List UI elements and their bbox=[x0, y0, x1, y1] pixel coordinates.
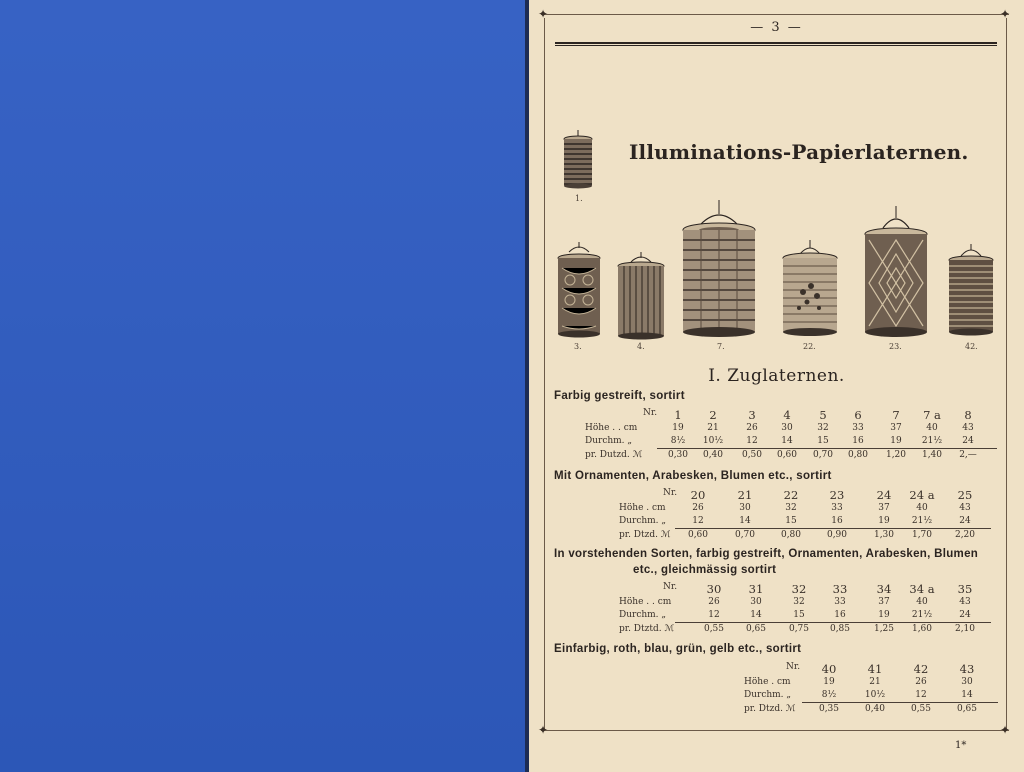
table-cell: 30 bbox=[750, 597, 762, 607]
signature-mark: 1* bbox=[955, 740, 967, 751]
table-rule bbox=[675, 528, 991, 529]
table-cell: 21½ bbox=[921, 436, 943, 446]
table-cell: 6 bbox=[854, 408, 862, 422]
lantern-22-illustration bbox=[781, 238, 839, 338]
table-cell: 0,60 bbox=[687, 530, 709, 540]
table-cell: 43 bbox=[959, 662, 975, 676]
table-cell: 24 bbox=[962, 436, 974, 446]
table-cell: 32 bbox=[817, 423, 829, 433]
lantern-label: 4. bbox=[637, 342, 645, 351]
table-cell: 43 bbox=[962, 423, 974, 433]
table-cell: 37 bbox=[890, 423, 902, 433]
table-cell: 2 bbox=[709, 408, 717, 422]
category-title: Mit Ornamenten, Arabesken, Blumen etc., sortirt bbox=[554, 470, 832, 482]
table-cell: 43 bbox=[959, 503, 971, 513]
table-cell: 10½ bbox=[864, 690, 886, 700]
lantern-1-illustration bbox=[561, 128, 595, 190]
table-cell: 26 bbox=[746, 423, 758, 433]
table-cell: 20 bbox=[690, 488, 706, 502]
nr-label: Nr. bbox=[643, 408, 658, 418]
row-label: pr. Dtzd. ℳ bbox=[744, 704, 796, 714]
table-cell: 8 bbox=[964, 408, 972, 422]
table-cell: 21 bbox=[869, 677, 881, 687]
table-cell: 14 bbox=[961, 690, 973, 700]
table-cell: 3 bbox=[748, 408, 756, 422]
table-cell: 21 bbox=[707, 423, 719, 433]
header-rule-thin bbox=[555, 45, 997, 46]
table-cell: 33 bbox=[831, 503, 843, 513]
row-label: Höhe . cm bbox=[619, 503, 666, 513]
table-cell: 0,30 bbox=[667, 450, 689, 460]
table-cell: 32 bbox=[793, 597, 805, 607]
table-cell: 0,40 bbox=[702, 450, 724, 460]
row-label: pr. Dutzd. ℳ bbox=[585, 450, 643, 460]
table-cell: 24 bbox=[959, 610, 971, 620]
table-cell: 0,55 bbox=[703, 624, 725, 634]
frame-bottom-line bbox=[541, 730, 1009, 731]
table-cell: 15 bbox=[785, 516, 797, 526]
lantern-label: 3. bbox=[574, 342, 582, 351]
table-cell: 0,50 bbox=[741, 450, 763, 460]
lantern-label: 42. bbox=[965, 342, 978, 351]
table-cell: 12 bbox=[708, 610, 720, 620]
table-cell: 33 bbox=[832, 582, 848, 596]
row-label: pr. Dtzd. ℳ bbox=[619, 530, 671, 540]
table-cell: 1,20 bbox=[885, 450, 907, 460]
table-cell: 8½ bbox=[670, 436, 686, 446]
page-title: Illuminations-Papierlaternen. bbox=[629, 140, 969, 164]
table-cell: 1,60 bbox=[911, 624, 933, 634]
table-cell: 23 bbox=[829, 488, 845, 502]
category-title: In vorstehenden Sorten, farbig gestreift, Ornamenten, Arabesken, Blumen bbox=[554, 548, 979, 560]
table-cell: 37 bbox=[878, 503, 890, 513]
table-cell: 8½ bbox=[821, 690, 837, 700]
table-cell: 0,55 bbox=[910, 704, 932, 714]
table-cell: 0,70 bbox=[812, 450, 834, 460]
lantern-label: 1. bbox=[575, 194, 583, 203]
table-cell: 2,10 bbox=[954, 624, 976, 634]
table-cell: 19 bbox=[878, 516, 890, 526]
category-title: Einfarbig, roth, blau, grün, gelb etc., sortirt bbox=[554, 643, 802, 655]
table-cell: 25 bbox=[957, 488, 973, 502]
table-cell: 30 bbox=[781, 423, 793, 433]
table-cell: 1,40 bbox=[921, 450, 943, 460]
table-cell: 7 a bbox=[923, 408, 941, 422]
table-cell: 19 bbox=[672, 423, 684, 433]
row-label: Höhe . cm bbox=[744, 677, 791, 687]
table-cell: 41 bbox=[867, 662, 883, 676]
row-label: Durchm. „ bbox=[744, 690, 792, 700]
table-cell: 1,30 bbox=[873, 530, 895, 540]
table-cell: 40 bbox=[821, 662, 837, 676]
row-label: Durchm. „ bbox=[619, 610, 667, 620]
lantern-7-illustration bbox=[681, 198, 757, 338]
row-label: Höhe . . cm bbox=[585, 423, 638, 433]
table-cell: 19 bbox=[823, 677, 835, 687]
table-cell: 14 bbox=[739, 516, 751, 526]
table-cell: 32 bbox=[791, 582, 807, 596]
table-cell: 33 bbox=[834, 597, 846, 607]
table-cell: 1,70 bbox=[911, 530, 933, 540]
table-cell: 42 bbox=[913, 662, 929, 676]
table-rule bbox=[675, 622, 991, 623]
lantern-label: 7. bbox=[717, 342, 725, 351]
header-rule bbox=[555, 42, 997, 44]
table-cell: 15 bbox=[817, 436, 829, 446]
table-cell: 16 bbox=[831, 516, 843, 526]
table-cell: 16 bbox=[834, 610, 846, 620]
table-cell: 34 a bbox=[909, 582, 935, 596]
corner-ornament-icon: ✦ bbox=[1000, 723, 1011, 737]
table-cell: 7 bbox=[892, 408, 900, 422]
table-cell: 2,— bbox=[959, 450, 977, 460]
table-cell: 22 bbox=[783, 488, 799, 502]
table-cell: 0,80 bbox=[847, 450, 869, 460]
table-cell: 16 bbox=[852, 436, 864, 446]
table-cell: 24 bbox=[959, 516, 971, 526]
table-cell: 21½ bbox=[911, 610, 933, 620]
table-cell: 30 bbox=[706, 582, 722, 596]
frame-top-line bbox=[541, 14, 1009, 15]
table-cell: 26 bbox=[708, 597, 720, 607]
nr-label: Nr. bbox=[786, 662, 801, 672]
table-cell: 33 bbox=[852, 423, 864, 433]
table-cell: 43 bbox=[959, 597, 971, 607]
table-cell: 12 bbox=[692, 516, 704, 526]
table-cell: 30 bbox=[739, 503, 751, 513]
table-cell: 5 bbox=[819, 408, 827, 422]
row-label: pr. Dtztd. ℳ bbox=[619, 624, 675, 634]
category-title-continued: etc., gleichmässig sortirt bbox=[633, 564, 777, 576]
table-cell: 19 bbox=[890, 436, 902, 446]
category-title: Farbig gestreift, sortirt bbox=[554, 390, 685, 402]
table-cell: 37 bbox=[878, 597, 890, 607]
table-cell: 19 bbox=[878, 610, 890, 620]
table-cell: 30 bbox=[961, 677, 973, 687]
table-rule bbox=[802, 702, 998, 703]
lantern-3-illustration bbox=[556, 240, 602, 340]
page-number: — 3 — bbox=[750, 20, 803, 35]
table-cell: 32 bbox=[785, 503, 797, 513]
lantern-label: 22. bbox=[803, 342, 816, 351]
table-cell: 40 bbox=[916, 503, 928, 513]
table-cell: 14 bbox=[781, 436, 793, 446]
row-label: Höhe . . cm bbox=[619, 597, 672, 607]
row-label: Durchm. „ bbox=[585, 436, 633, 446]
table-cell: 40 bbox=[916, 597, 928, 607]
catalog-page bbox=[529, 0, 1024, 772]
table-cell: 15 bbox=[793, 610, 805, 620]
table-cell: 2,20 bbox=[954, 530, 976, 540]
table-rule bbox=[657, 448, 997, 449]
table-cell: 40 bbox=[926, 423, 938, 433]
lantern-label: 23. bbox=[889, 342, 902, 351]
lantern-42-illustration bbox=[947, 242, 995, 338]
corner-ornament-icon: ✦ bbox=[1000, 7, 1011, 21]
nr-label: Nr. bbox=[663, 582, 678, 592]
table-cell: 21 bbox=[737, 488, 753, 502]
table-cell: 0,40 bbox=[864, 704, 886, 714]
table-cell: 4 bbox=[783, 408, 791, 422]
lantern-23-illustration bbox=[863, 204, 929, 338]
table-cell: 1 bbox=[674, 408, 682, 422]
row-label: Durchm. „ bbox=[619, 516, 667, 526]
table-cell: 12 bbox=[746, 436, 758, 446]
table-cell: 0,80 bbox=[780, 530, 802, 540]
nr-label: Nr. bbox=[663, 488, 678, 498]
table-cell: 0,65 bbox=[745, 624, 767, 634]
table-cell: 12 bbox=[915, 690, 927, 700]
table-cell: 34 bbox=[876, 582, 892, 596]
table-cell: 0,85 bbox=[829, 624, 851, 634]
table-cell: 0,70 bbox=[734, 530, 756, 540]
table-cell: 21½ bbox=[911, 516, 933, 526]
table-cell: 1,25 bbox=[873, 624, 895, 634]
table-cell: 24 bbox=[876, 488, 892, 502]
table-cell: 0,65 bbox=[956, 704, 978, 714]
lantern-4-illustration bbox=[616, 250, 666, 340]
table-cell: 14 bbox=[750, 610, 762, 620]
table-cell: 0,90 bbox=[826, 530, 848, 540]
table-cell: 31 bbox=[748, 582, 764, 596]
table-cell: 0,60 bbox=[776, 450, 798, 460]
table-cell: 26 bbox=[915, 677, 927, 687]
table-cell: 0,35 bbox=[818, 704, 840, 714]
section-title: I. Zuglaternen. bbox=[708, 366, 845, 386]
corner-ornament-icon: ✦ bbox=[538, 723, 549, 737]
table-cell: 10½ bbox=[702, 436, 724, 446]
corner-ornament-icon: ✦ bbox=[538, 7, 549, 21]
table-cell: 0,75 bbox=[788, 624, 810, 634]
table-cell: 35 bbox=[957, 582, 973, 596]
table-cell: 26 bbox=[692, 503, 704, 513]
table-cell: 24 a bbox=[909, 488, 935, 502]
